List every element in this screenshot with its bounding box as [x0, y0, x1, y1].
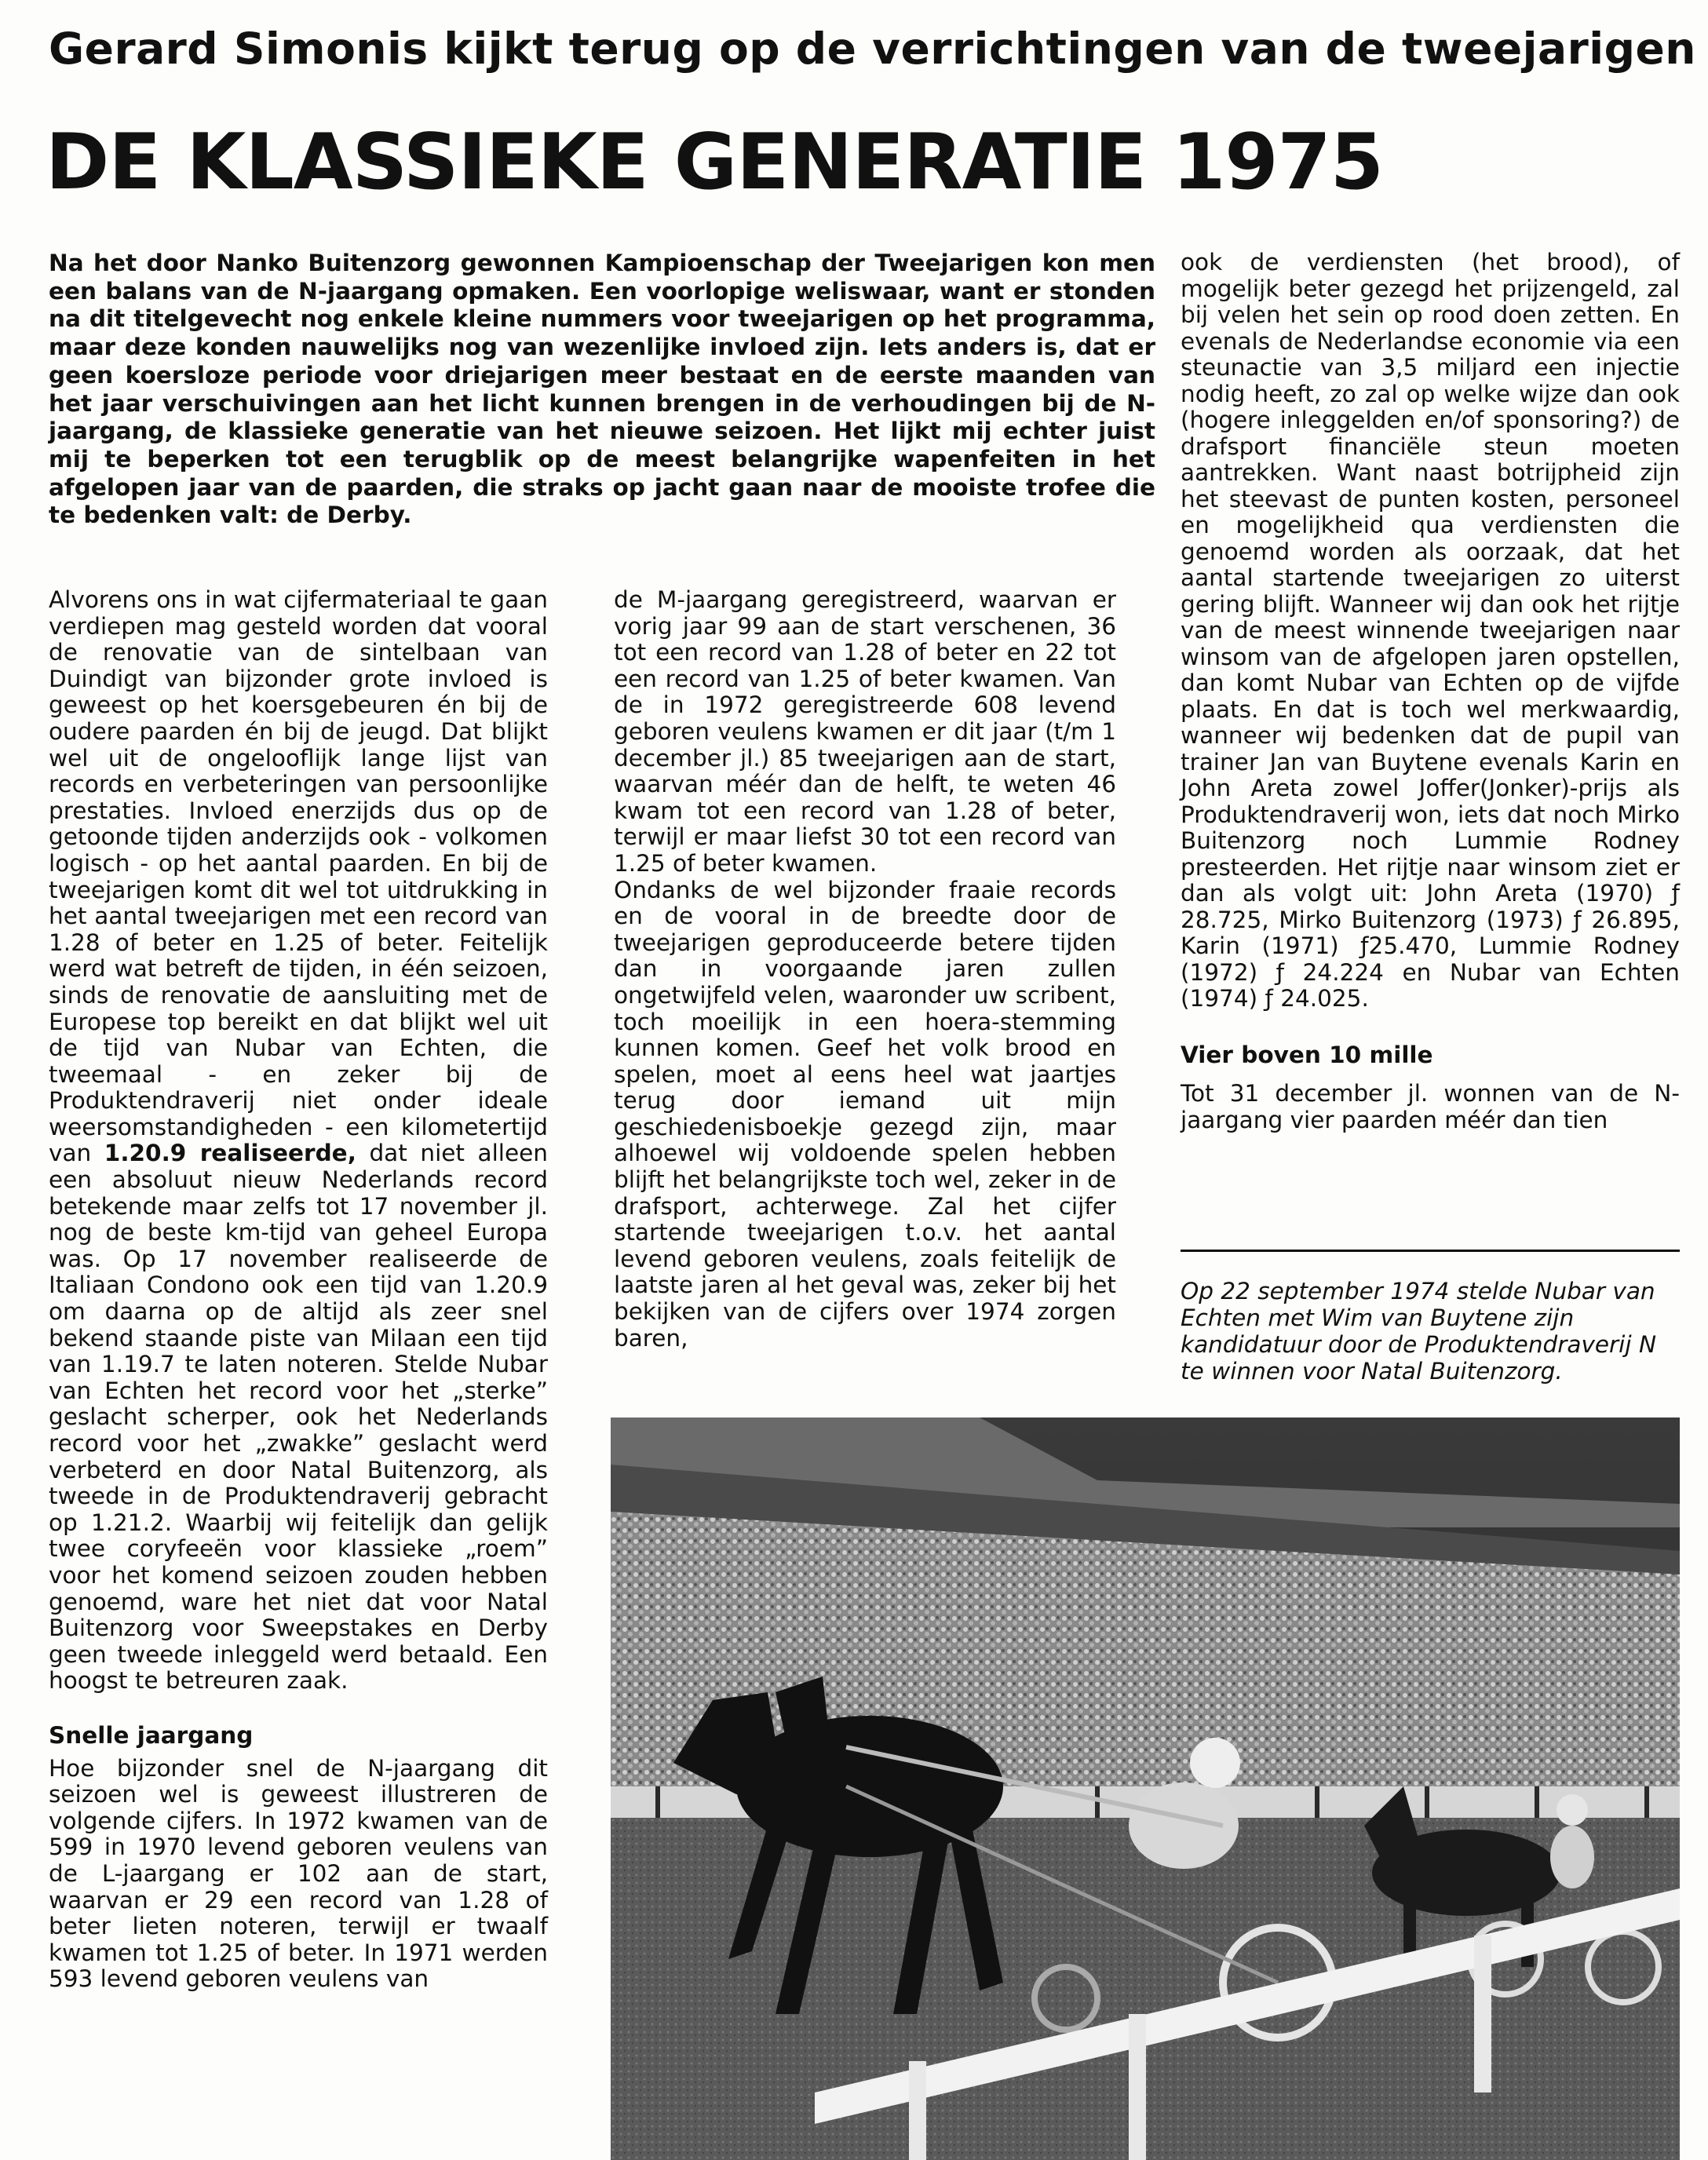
section-heading-snelle-jaargang: Snelle jaargang: [49, 1721, 254, 1749]
body-paragraph: [49, 587, 548, 1695]
body-paragraph: de M-jaargang geregistreerd, waarvan er vorig jaar 99 aan de start verschenen, 36 tot een record van 1.28 of beter en 22 tot een record van 1.25 of beter kwamen. Van de in 1972 geregistreerde 608 levend geboren veulens kwamen er dit jaar (t/m 1 december jl.) 85 tweejarigen aan de start, waarvan méér dan de helft, te weten 46 kwam tot een record van 1.28 of beter, terwijl er maar liefst 30 tot een record van 1.25 of beter kwamen.: [614, 586, 1116, 877]
highlight-time: 1.20.9 realiseerde,: [104, 1140, 356, 1167]
section-heading-vier-boven-10-mille: Vier boven 10 mille: [1181, 1041, 1433, 1068]
trotting-race-illustration: [611, 1418, 1680, 2160]
body-paragraph: Tot 31 december jl. wonnen van de N-jaargang vier paarden méér dan tien: [1181, 1080, 1680, 1133]
caption-divider: [1181, 1250, 1680, 1252]
race-photo: [611, 1418, 1680, 2160]
photo-caption: Op 22 september 1974 stelde Nubar van Echten met Wim van Buytene zijn kandidatuur door de Produktendraverij N te winnen voor Natal Buitenzorg.: [1181, 1278, 1657, 1385]
body-paragraph: ook de verdiensten (het brood), of mogelijk beter gezegd het prijzengeld, zal bij velen het sein op rood doen zetten. En evenals de Nederlandse economie via een steunactie van 3,5 miljard een injectie nodig heeft, zo zal op welke wijze dan ook (hogere inleggelden en/of sponsoring?) de drafsport financiële steun moeten aantrekken. Want naast botrijpheid zijn het steevast de punten kosten, personeel en mogelijkheid qua verdiensten die genoemd worden als oorzaak, dat het aantal startende tweejarigen zo uiterst gering blijft. Wanneer wij dan ook het rijtje van de meest winnende tweejarigen naar winsom van de afgelopen jaren opstellen, dan komt Nubar van Echten op de vijfde plaats. En dat is toch wel merkwaardig, wanneer wij bedenken dat de pupil van trainer Jan van Buytene evenals Karin en John Areta zowel Joffer(Jonker)-prijs als Produktendraverij won, iets dat noch Mirko Buitenzorg noch Lummie Rodney presteerden. Het rijtje naar winsom ziet er dan als volgt uit: John Areta (1970) ƒ 28.725, Mirko Buitenzorg (1973) ƒ 26.895, Karin (1971) ƒ25.470, Lummie Rodney (1972) ƒ 24.224 en Nubar van Echten (1974) ƒ 24.025.: [1181, 249, 1680, 1012]
body-text: Alvorens ons in wat cijfermateriaal te gaan verdiepen mag gesteld worden dat vooral de renovatie van de sintelbaan van Duindigt van bijzonder grote invloed is geweest op het koersgebeuren én bij de oudere paarden én bij de jeugd. Dat blijkt wel uit de ongelooflijk lange lijst van records en verbeteringen van persoonlijke prestaties. Invloed enerzijds dus op de getoonde tijden anderzijds ook - volkomen logisch - op het aantal paarden. En bij de tweejarigen komt dit wel tot uitdrukking in het aantal tweejarigen met een record van 1.28 of beter en 1.25 of beter. Feitelijk werd wat betreft de tijden, in één seizoen, sinds de renovatie de aansluiting met de Europese top bereikt en dat blijkt wel uit de tijd van Nubar van Echten, die tweemaal - en zeker bij de Produktendraverij niet onder ideale weersomstandigheden - een kilometertijd van: [49, 586, 548, 1167]
body-text: dat niet alleen een absoluut nieuw Nederlands record betekende maar zelfs tot 17 november jl. nog de beste km-tijd van geheel Europa was. Op 17 november realiseerde de Italiaan Condono ook een tijd van 1.20.9 om daarna op de altijd als zeer snel bekend staande piste van Milaan een tijd van 1.19.7 te laten noteren. Stelde Nubar van Echten het record voor het „sterke” geslacht scherper, ook het Nederlands record voor het „zwakke” geslacht werd verbeterd en door Natal Buitenzorg, als tweede in de Produktendraverij gebracht op 1.21.2. Waarbij wij feitelijk dan gelijk twee coryfeeën voor klassieke „roem” voor het komend seizoen zouden hebben genoemd, ware het niet dat voor Natal Buitenzorg voor Sweepstakes en Derby geen tweede inleggeld werd betaald. Een hoogst te betreuren zaak.: [49, 1140, 548, 1695]
body-paragraph: Hoe bijzonder snel de N-jaargang dit seizoen wel is geweest illustreren de volgende cijfers. In 1972 kwamen van de 599 in 1970 levend geboren veulens van de L-jaargang er 102 aan de start, waarvan er 29 een record van 1.28 of beter lieten noteren, terwijl er twaalf kwamen tot 1.25 of beter. In 1971 werden 593 levend geboren veulens van: [49, 1754, 548, 1993]
article-intro: Na het door Nanko Buitenzorg gewonnen Kampioenschap der Tweejarigen kon men een balans van de N-jaargang opmaken. Een voorlopige weliswaar, want er stonden na dit titelgevecht nog enkele kleine nummers voor tweejarigen op het programma, maar deze konden nauwelijks nog van wezenlijke invloed zijn. Iets anders is, dat er geen koersloze periode voor driejarigen meer bestaat en de eerste maanden van het jaar verschuivingen aan het licht kunnen brengen in de verhoudingen bij de N-jaargang, de klassieke generatie van het nieuwe seizoen. Het lijkt mij echter juist mij te beperken tot een terugblik op de meest belangrijke wapenfeiten in het afgelopen jaar van de paarden, die straks op jacht gaan naar de mooiste trofee die te bedenken valt: de Derby.: [49, 250, 1155, 529]
column-2: [614, 587, 1116, 1352]
column-3: [1181, 250, 1680, 1133]
body-paragraph: Ondanks de wel bijzonder fraaie records en de vooral in de breedte door de tweejarigen geproduceerde betere tijden dan in voorgaande jaren zullen ongetwijfeld velen, waaronder uw scribent, toch moeilijk in een hoera-stemming kunnen komen. Geef het volk brood en spelen, moet al eens heel wat jaartjes terug door iemand uit mijn geschiedenisboekje gezegd zijn, maar alhoewel wij voldoende spelen hebben blijft het belangrijkste toch wel, zeker in de drafsport, achterwege. Zal het cijfer startende tweejarigen t.o.v. het aantal levend geboren veulens, zoals feitelijk de laatste jaren al het geval was, zeker bij het bekijken van de cijfers over 1974 zorgen baren,: [614, 876, 1116, 1352]
article-kicker: Gerard Simonis kijkt terug op de verrichtingen van de tweejarigen: [49, 24, 1696, 74]
article-headline: DE KLASSIEKE GENERATIE 1975: [46, 118, 1383, 207]
column-1: [49, 587, 548, 1993]
